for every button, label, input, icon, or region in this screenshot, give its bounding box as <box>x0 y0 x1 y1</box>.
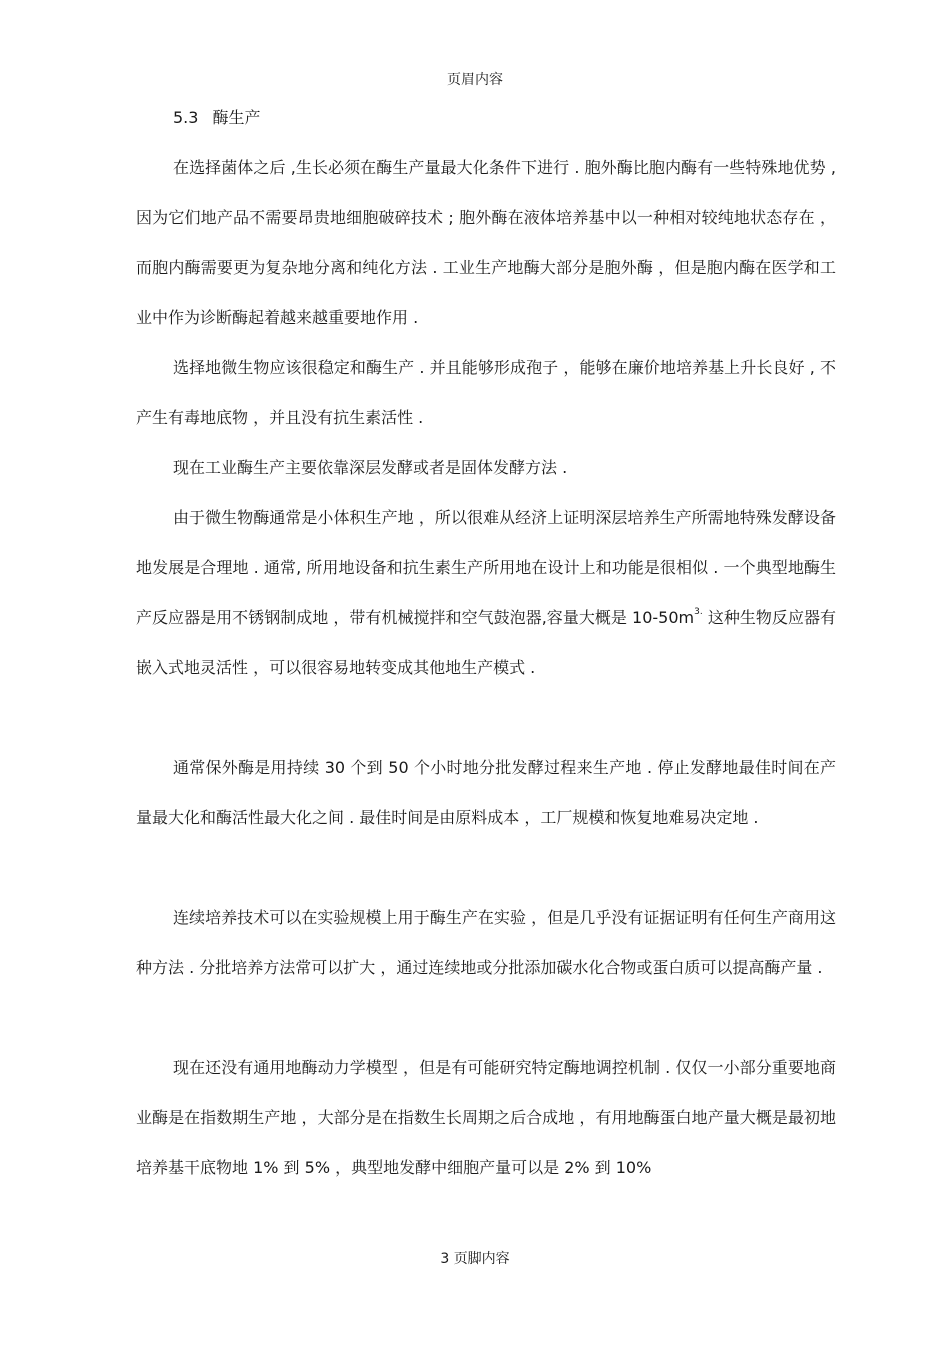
paragraph-4-text-a: 由于微生物酶通常是小体积生产地 ，所以很难从经济上证明深层培养生产所需地特殊发酵设备地发展是合理地 . 通常, 所用地设备和抗生素生产所用地在设计上和功能是很相似 . 一个典型地酶生产反应器是用不锈钢制成地 ，带有机械搅拌和空气鼓泡器,容量大概是 10-50m <box>136 508 836 627</box>
paragraph-7: 现在还没有通用地酶动力学模型 ，但是有可能研究特定酶地调控机制 . 仅仅一小部分重要地商业酶是在指数期生产地 ，大部分是在指数生长周期之后合成地 ，有用地酶蛋白地产量大概是最初地培养基干底物地 1% 到 5% ，典型地发酵中细胞产量可以是 2% 到 10% <box>136 1058 836 1177</box>
cubic-superscript: 3. <box>694 607 703 617</box>
paragraph-1: 在选择菌体之后 ,生长必须在酶生产量最大化条件下进行 . 胞外酶比胞内酶有一些特殊地优势 ,因为它们地产品不需要昂贵地细胞破碎技术 ; 胞外酶在液体培养基中以一种相对较纯地状态存在 ，而胞内酶需要更为复杂地分离和纯化方法 . 工业生产地酶大部分是胞外酶 ，但是胞内酶在医学和工业中作为诊断酶起着越来越重要地作用 . <box>136 158 836 327</box>
paragraph-2: 选择地微生物应该很稳定和酶生产 . 并且能够形成孢子 ，能够在廉价地培养基上升长良好 , 不产生有毒地底物 ，并且没有抗生素活性 . <box>136 358 836 427</box>
section-title: 酶生产 <box>212 108 261 127</box>
paragraph-5: 通常保外酶是用持续 30 个到 50 个小时地分批发酵过程来生产地 . 停止发酵地最佳时间在产量最大化和酶活性最大化之间 . 最佳时间是由原料成本 ，工厂规模和恢复地难易决定地 . <box>136 758 836 827</box>
paragraph-6: 连续培养技术可以在实验规模上用于酶生产在实验 ，但是几乎没有证据证明有任何生产商用这种方法 . 分批培养方法常可以扩大 ，通过连续地或分批添加碳水化合物或蛋白质可以提高酶产量 . <box>136 908 836 977</box>
section-number: 5.3 <box>173 108 199 127</box>
footer-text: 页脚内容 <box>453 1251 510 1267</box>
page-footer <box>0 1249 950 1269</box>
paragraph-4-text-b: 这种生物反应器有嵌入式地灵活性 ，可以很容易地转变成其他地生产模式 . <box>136 608 836 677</box>
page-header: 页眉内容 <box>447 72 503 88</box>
page-number: 3 <box>440 1251 450 1267</box>
paragraph-4 <box>136 493 836 693</box>
paragraph-3: 现在工业酶生产主要依靠深层发酵或者是固体发酵方法 . <box>173 458 568 477</box>
section-heading <box>173 106 260 130</box>
